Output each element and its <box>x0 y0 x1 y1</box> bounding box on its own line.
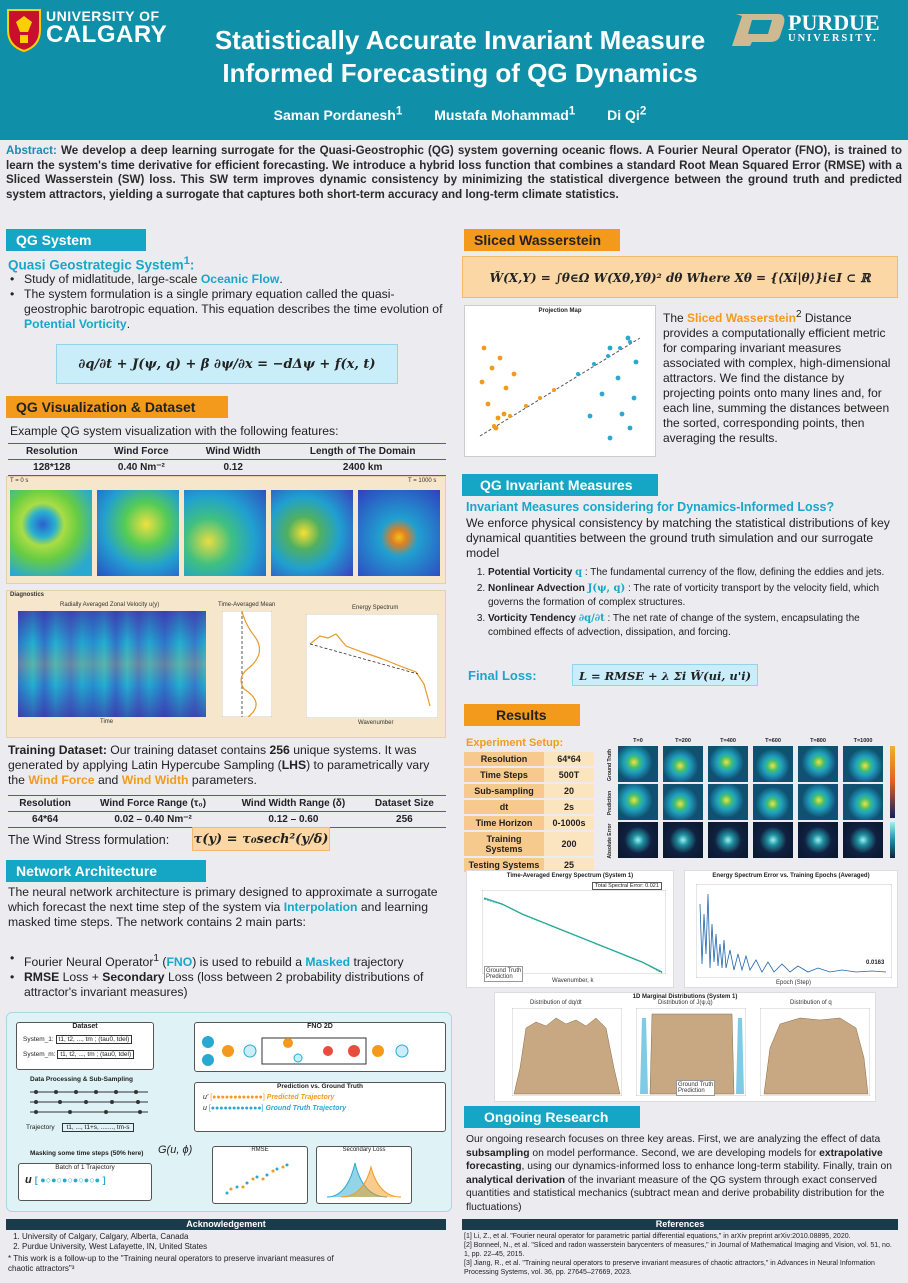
ack-item-1: 1. University of Calgary, Calgary, Alberta, Canada <box>22 1232 442 1242</box>
refs-list <box>464 1232 898 1277</box>
marginal-title: 1D Marginal Distributions (System 1) <box>632 994 738 1000</box>
diagnostics-label: Diagnostics <box>10 592 45 598</box>
grid-col-label: T=0 <box>633 738 643 744</box>
diag-title-2: Time-Averaged Mean <box>218 602 276 608</box>
grid-row-label: Ground Truth <box>607 749 613 781</box>
setup-value: 2s <box>544 800 594 814</box>
setup-value: 0-1000s <box>544 816 594 830</box>
grid-cell-image <box>843 784 883 820</box>
dataset-sysm: System_m: t1, t2, ..., tm ; (tau0, tdel) <box>17 1051 153 1058</box>
diag-xlabel-1: Time <box>100 719 114 725</box>
network-bullet-2: • RMSE Loss + Secondary Loss (loss between 2 probability distributions of attractor's invariant measures) <box>8 970 448 1000</box>
grid-col-label: T=800 <box>810 738 826 744</box>
grid-cell-image <box>753 784 793 820</box>
qg-snapshot-image <box>97 490 179 576</box>
calgary-line2: CALGARY <box>46 21 168 48</box>
subsampling-lines <box>30 1086 148 1116</box>
purdue-p-logo-icon <box>728 12 786 46</box>
purdue-line1: PURDUE <box>788 10 880 35</box>
marginal-subtitle-3: Distribution of q <box>790 1000 832 1006</box>
grid-col-label: T=200 <box>675 738 691 744</box>
processing-label: Data Processing & Sub-Sampling <box>30 1076 133 1083</box>
poster-title <box>150 24 770 90</box>
network-paragraph: The neural network architecture is primary designed to approximate a surrogate which forecast the next time step of the system via Interpolation and learning masked time steps. The network contains 2 main parts: <box>8 885 438 929</box>
setup-value: 20 <box>544 784 594 798</box>
chart1-xlabel: Wavenumber, k <box>552 978 594 984</box>
pred-row: u' [●●●●●●●●●●●●] Predicted Trajectory <box>203 1094 335 1101</box>
qg-bullet-1: • Study of midlatitude, large-scale Oceanic Flow. <box>8 272 448 287</box>
prediction-vs-gt-box <box>194 1082 446 1132</box>
grid-col-label: T=1000 <box>853 738 873 744</box>
author-list <box>150 104 770 123</box>
author-3: Di Qi$^2$ <box>607 104 647 123</box>
grid-cell-image <box>618 784 658 820</box>
masking-label: Masking some time steps (50% here) <box>30 1150 144 1157</box>
rmse-scatter-icon <box>213 1153 307 1201</box>
training-range-row: 64*64 0.02 – 0.40 Nm⁻² 0.12 – 0.60 256 <box>8 812 446 828</box>
setup-key: dt <box>464 800 544 814</box>
grid-cell-image <box>708 784 748 820</box>
grid-cell-image <box>708 822 748 858</box>
fno-label: FNO 2D <box>307 1023 333 1030</box>
setup-key: Training Systems <box>464 832 544 856</box>
ref-1: [1] Li, Z., et al. "Fourier neural operator for parametric partial differential equations," in arXiv preprint arXiv:2010.08895, 2020. <box>464 1233 851 1240</box>
qg-snapshot-image <box>184 490 266 576</box>
time-averaged-mean-plot <box>222 611 272 717</box>
grid-cell-image <box>798 822 838 858</box>
qg-equation: ∂q/∂t + J(ψ, q) + β ∂ψ/∂x = −dΔψ + f(x, t) <box>56 344 398 384</box>
wind-stress-equation: τ(y) = τ₀sech²(y/δ) <box>192 827 330 851</box>
secondary-loss-label: Secondary Loss <box>342 1147 386 1153</box>
grid-col-label: T=400 <box>720 738 736 744</box>
invariant-item-3: 3. Vorticity Tendency ∂q/∂t : The net rate of change of the system, encapsulating the combined effects of advection, dissipation, and forcing. <box>488 612 898 640</box>
training-range-table <box>8 795 446 828</box>
grid-cell-image <box>798 784 838 820</box>
qg-feature-header-row: Resolution Wind Force Wind Width Length of The Domain <box>8 444 446 460</box>
diag-title-1: Radially Averaged Zonal Velocity u(y) <box>60 602 160 608</box>
ack-item-2: 2. Purdue University, West Lafayette, IN, United States <box>22 1242 442 1252</box>
final-loss-label: Final Loss: <box>468 668 537 683</box>
dataset-box <box>16 1022 154 1070</box>
chart1-plot <box>482 890 666 974</box>
batch-u: u [ ●○●○●○●○●○● ] <box>25 1174 106 1186</box>
setup-key: Testing Systems <box>464 858 544 872</box>
ack-heading: Acknowledgement <box>6 1219 446 1230</box>
abstract-label: Abstract: <box>6 144 57 157</box>
qg-bullets <box>8 272 448 332</box>
batch-label: Batch of 1 Trajectory <box>55 1164 115 1171</box>
ref-2: [2] Bonneel, N., et al. "Sliced and radon wasserstein barycenters of measures," in Journal of Mathematical Imaging and Vision, vol. 51, no. 1, pp. 22–45, 2015. <box>464 1242 892 1258</box>
invariant-subheading: Invariant Measures considering for Dynamics-Informed Loss? <box>466 500 835 514</box>
grid-col-label: T=600 <box>765 738 781 744</box>
chart2-final-value: 0.0163 <box>866 960 885 966</box>
setup-row <box>464 784 594 798</box>
result-snapshot-grid <box>604 738 900 858</box>
invariant-item-1: 1. Potential Vorticity q : The fundamental currency of the flow, defining the eddies and jets. <box>488 566 898 580</box>
calgary-line1: UNIVERSITY OF <box>46 8 160 24</box>
wind-stress-label: The Wind Stress formulation: <box>8 833 170 847</box>
qg-viz-intro: Example QG system visualization with the following features: <box>10 424 339 438</box>
strip-left-label: T = 0 s <box>10 478 29 484</box>
projection-scatter <box>470 318 650 452</box>
marginal-legend: Ground Truth Prediction <box>678 1082 714 1094</box>
rmse-box <box>212 1146 308 1204</box>
chart2-title: Energy Spectrum Error vs. Training Epochs (Averaged) <box>712 873 870 879</box>
ongoing-paragraph: Our ongoing research focuses on three key areas. First, we are analyzing the effect of data subsampling on model performance. Second, we are developing models for extrapolative forecasting, using our dynamics-informed loss to enhance long-term stability. Finally, train on analytical derivation of the invariant measure of the QG system through exact conserved quantities and statistical mechanics (subtract mean and derive probability distribution for the fluctuations) <box>466 1134 892 1213</box>
chart1-legend: Ground Truth Prediction <box>486 968 522 980</box>
qg-viz-heading: QG Visualization & Dataset <box>6 396 228 418</box>
purdue-wordmark <box>788 12 880 45</box>
setup-key: Resolution <box>464 752 544 766</box>
distribution-icon <box>317 1153 411 1201</box>
grid-cell-image <box>663 822 703 858</box>
calgary-crest-icon <box>6 8 42 52</box>
setup-label: Experiment Setup: <box>466 737 564 749</box>
marginal-plot-3 <box>760 1008 870 1096</box>
gt-row: u [●●●●●●●●●●●●] Ground Truth Trajectory <box>203 1105 347 1112</box>
grid-cell-image <box>753 822 793 858</box>
invariant-heading: QG Invariant Measures <box>462 474 658 496</box>
chart2-plot <box>696 884 892 978</box>
chart2-xlabel: Epoch (Step) <box>776 980 812 986</box>
setup-row <box>464 832 594 856</box>
results-heading: Results <box>464 704 580 726</box>
qg-subheading: Quasi Geostrategic System$^1$: <box>8 255 195 273</box>
batch-box <box>18 1163 152 1201</box>
marginal-subtitle-1: Distribution of dq/dt <box>530 1000 582 1006</box>
dataset-sys1: System_1: t1, t2, ..., tm ; (tau0, tdel) <box>17 1036 153 1043</box>
rmse-label: RMSE <box>251 1147 269 1153</box>
sliced-paragraph: The Sliced Wasserstein$^2$ Distance provides a computationally efficient metric for comparing invariant measures associated with complex, high-dimensional attractors. We find the distance by projecting points onto many lines and, for each line, summing the distances between the sorted, corresponding points, then averaging the results. <box>663 309 891 445</box>
setup-row <box>464 768 594 782</box>
qg-bullet-2: • The system formulation is a single primary equation called the quasi-geostrophic barotropic equation. This equation describes the time evolution of Potential Vorticity. <box>8 287 448 332</box>
projection-title: Projection Map <box>538 308 582 314</box>
pred-vs-gt-label: Prediction vs. Ground Truth <box>277 1083 363 1090</box>
energy-spectrum-plot <box>306 614 438 718</box>
title-line2: Informed Forecasting of QG Dynamics <box>222 58 698 88</box>
title-line1: Statistically Accurate Invariant Measure <box>214 25 706 55</box>
abstract <box>6 144 902 202</box>
sliced-equation: W̃(X,Y) = ∫θ∈Ω W(Xθ,Yθ)² dθ Where Xθ = {⟨Xi|θ⟩}i∈I ⊂ ℝ <box>462 256 898 298</box>
chart1-title: Time-Averaged Energy Spectrum (System 1) <box>506 873 634 879</box>
setup-row <box>464 800 594 814</box>
training-dataset-text: Training Dataset: Our training dataset contains 256 unique systems. It was generated by applying Latin Hypercube Sampling (LHS) to parametrically vary the Wind Force and Wind Width parameters. <box>8 743 430 787</box>
invariant-item-2: 2. Nonlinear Advection J(ψ, q) : The rate of vorticity transport by the velocity field, which governs the formation of complex structures. <box>488 582 898 610</box>
setup-key: Time Steps <box>464 768 544 782</box>
setup-key: Sub-sampling <box>464 784 544 798</box>
diag-title-3: Energy Spectrum <box>352 605 399 611</box>
grid-row-label: Absolute Error <box>607 823 613 859</box>
setup-key: Time Horizon <box>464 816 544 830</box>
ack-list <box>22 1232 442 1252</box>
grid-cell-image <box>798 746 838 782</box>
refs-heading: References <box>462 1219 898 1230</box>
grid-colorbar-error <box>890 822 895 858</box>
author-1: Saman Pordanesh$^1$ <box>273 104 403 123</box>
setup-table <box>464 750 594 874</box>
sliced-heading: Sliced Wasserstein <box>464 229 620 251</box>
grid-cell-image <box>753 746 793 782</box>
fno-layer-icons <box>198 1034 442 1068</box>
network-bullet-1: • Fourier Neural Operator$^1$ (FNO) is used to rebuild a Masked trajectory <box>8 951 448 970</box>
grid-cell-image <box>708 746 748 782</box>
ref-3: [3] Jiang, R., et al. "Training neural operators to preserve invariant measures of chaotic attractors," in Advances in Neural Information Processing Systems, vol. 36, pp. 27645–27669, 2023. <box>464 1260 875 1276</box>
dataset-box-label: Dataset <box>72 1023 98 1030</box>
qg-snapshot-image <box>358 490 440 576</box>
diag-xlabel-3: Wavenumber <box>358 720 394 726</box>
strip-right-label: T = 1000 s <box>408 478 437 484</box>
network-bullets <box>8 951 448 1000</box>
grid-cell-image <box>618 746 658 782</box>
ongoing-heading: Ongoing Research <box>464 1106 640 1128</box>
ack-note: * This work is a follow-up to the "Training neural operators to preserve invariant measures of chaotic attractors"³ <box>8 1254 334 1273</box>
grid-cell-image <box>663 746 703 782</box>
invariant-intro: We enforce physical consistency by matching the statistical distributions of key dynamical quantities between the ground truth simulation and our surrogate model <box>466 516 890 560</box>
network-heading: Network Architecture <box>6 860 206 882</box>
grid-cell-image <box>843 822 883 858</box>
purdue-line2: UNIVERSITY. <box>788 33 878 44</box>
grid-cell-image <box>618 822 658 858</box>
setup-row <box>464 752 594 766</box>
training-range-header-row: Resolution Wind Force Range (τ₀) Wind Width Range (δ) Dataset Size <box>8 796 446 812</box>
grid-row-label: Prediction <box>607 790 613 816</box>
abstract-text: We develop a deep learning surrogate for the Quasi-Geostrophic (QG) system governing oceanic flows. A Fourier Neural Operator (FNO), is trained to learn the system's time derivative for efficient forecasting. We introduce a hybrid loss function that combines a standard Root Mean Squared Error (RMSE) with a Sliced Wasserstein (SW) loss. This SW term improves dynamic consistency by minimizing the statistical divergence between the ground truth and predicted system attractors, yielding a surrogate that captures both short-term accuracy and long-term climate statistics. <box>6 144 902 201</box>
qg-snapshot-image <box>10 490 92 576</box>
qg-snapshot-image <box>271 490 353 576</box>
grid-cell-image <box>843 746 883 782</box>
setup-value: 64*64 <box>544 752 594 766</box>
snapshot-row <box>10 490 442 578</box>
author-2: Mustafa Mohammad$^1$ <box>434 104 576 123</box>
grid-colorbar <box>890 746 895 818</box>
zonal-velocity-heatmap <box>18 611 206 717</box>
setup-value: 200 <box>544 832 594 856</box>
secondary-loss-box <box>316 1146 412 1204</box>
marginal-plot-1 <box>512 1008 622 1096</box>
invariant-list <box>488 566 898 640</box>
qg-feature-table <box>8 443 446 476</box>
setup-value: 25 <box>544 858 594 872</box>
marginal-subtitle-2: Distribution of J(ψ,q) <box>658 1000 713 1006</box>
setup-row <box>464 816 594 830</box>
qg-feature-row: 128*128 0.40 Nm⁻² 0.12 2400 km <box>8 460 446 476</box>
trajectory-row: Trajectory t1, ..., t1+s, ......., tm-s <box>26 1124 134 1131</box>
setup-value: 500T <box>544 768 594 782</box>
final-loss-equation: L = RMSE + λ Σi W̃(ui, u'i) <box>572 664 758 686</box>
qg-system-heading: QG System <box>6 229 146 251</box>
grid-cell-image <box>663 784 703 820</box>
chart1-error-box: Total Spectral Error: 0.021 <box>592 882 662 890</box>
g-operator-label: G(u, ϕ) <box>158 1144 193 1156</box>
